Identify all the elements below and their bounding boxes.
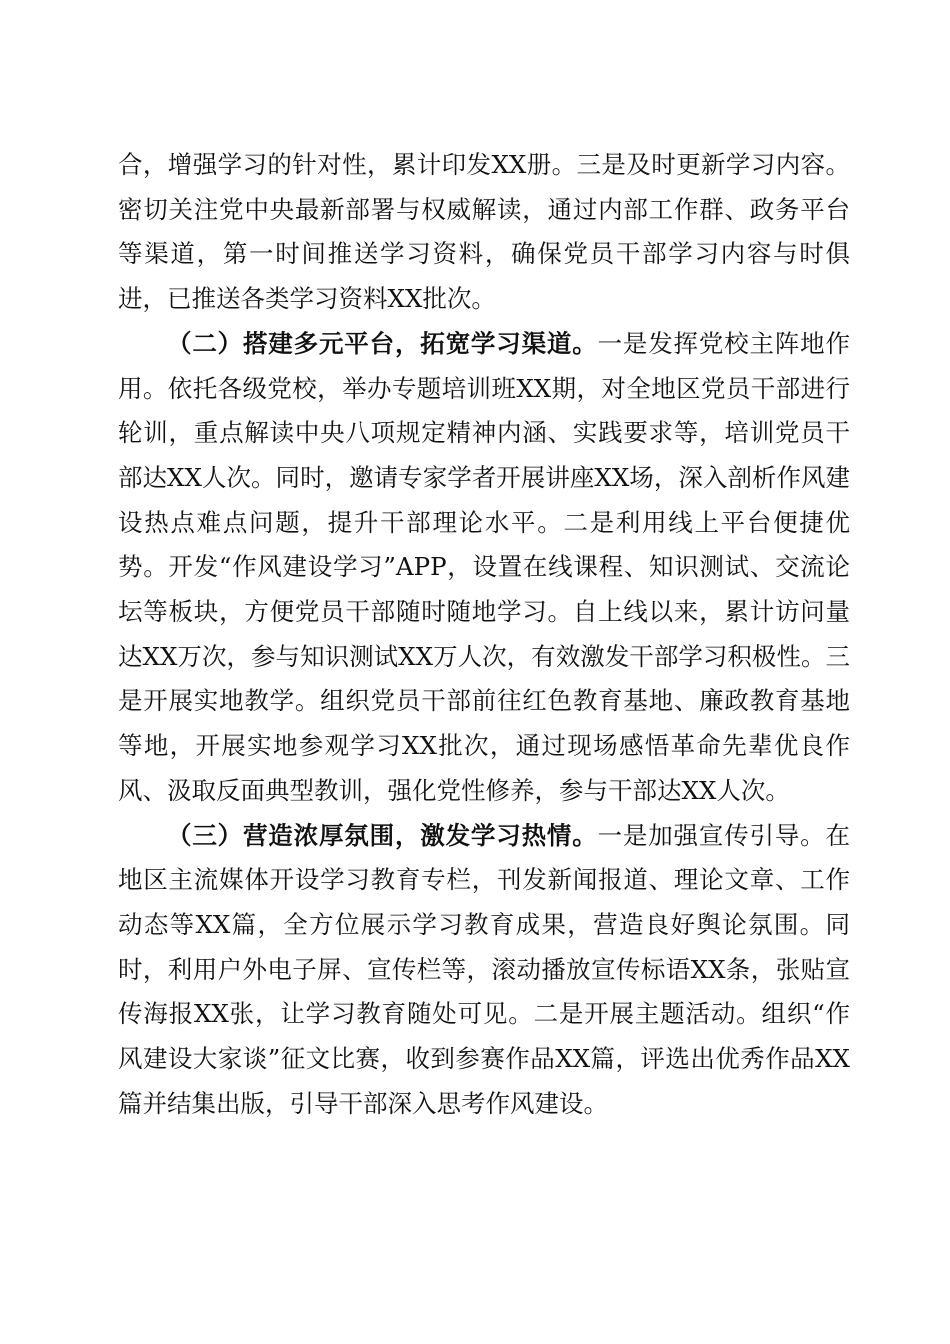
section-2-body: 一是发挥党校主阵地作用。依托各级党校，举办专题培训班XX期，对全地区党员干部进行轮训，重点解读中央八项规定精神内涵、实践要求等，培训党员干部达XX人次。同时，邀请专家学者开展讲座XX场，深入剖析作风建设热点难点问题，提升干部理论水平。二是利用线上平台便捷优势。开发“作风建设学习”APP，设置在线课程、知识测试、交流论坛等板块，方便党员干部随时随地学习。自上线以来，累计访问量达XX万次，参与知识测试XX万人次，有效激发干部学习积极性。三是开展实地教学。组织党员干部前往红色教育基地、廉政教育基地等地，开展实地参观学习XX批次，通过现场感悟革命先辈优良作风、汲取反面典型教训，强化党性修养，参与干部达XX人次。 [118,328,851,805]
section-2-paragraph [118,322,850,814]
section-3-heading: （三）营造浓厚氛围，激发学习热情。 [167,820,598,850]
paragraph-continuation: 合，增强学习的针对性，累计印发XX册。三是及时更新学习内容。密切关注党中央最新部署与权威解读，通过内部工作群、政务平台等渠道，第一时间推送学习资料，确保党员干部学习内容与时俱进，已推送各类学习资料XX批次。 [118,150,850,314]
section-3-paragraph [118,814,850,1127]
section-2-heading: （二）搭建多元平台，拓宽学习渠道。 [167,328,598,358]
document-page [118,143,850,1126]
section-3-body: 一是加强宣传引导。在地区主流媒体开设学习教育专栏，刊发新闻报道、理论文章、工作动态等XX篇，全方位展示学习教育成果，营造良好舆论氛围。同时，利用户外电子屏、宣传栏等，滚动播放宣传标语XX条，张贴宣传海报XX张，让学习教育随处可见。二是开展主题活动。组织“作风建设大家谈”征文比赛，收到参赛作品XX篇，评选出优秀作品XX篇并结集出版，引导干部深入思考作风建设。 [118,820,851,1118]
